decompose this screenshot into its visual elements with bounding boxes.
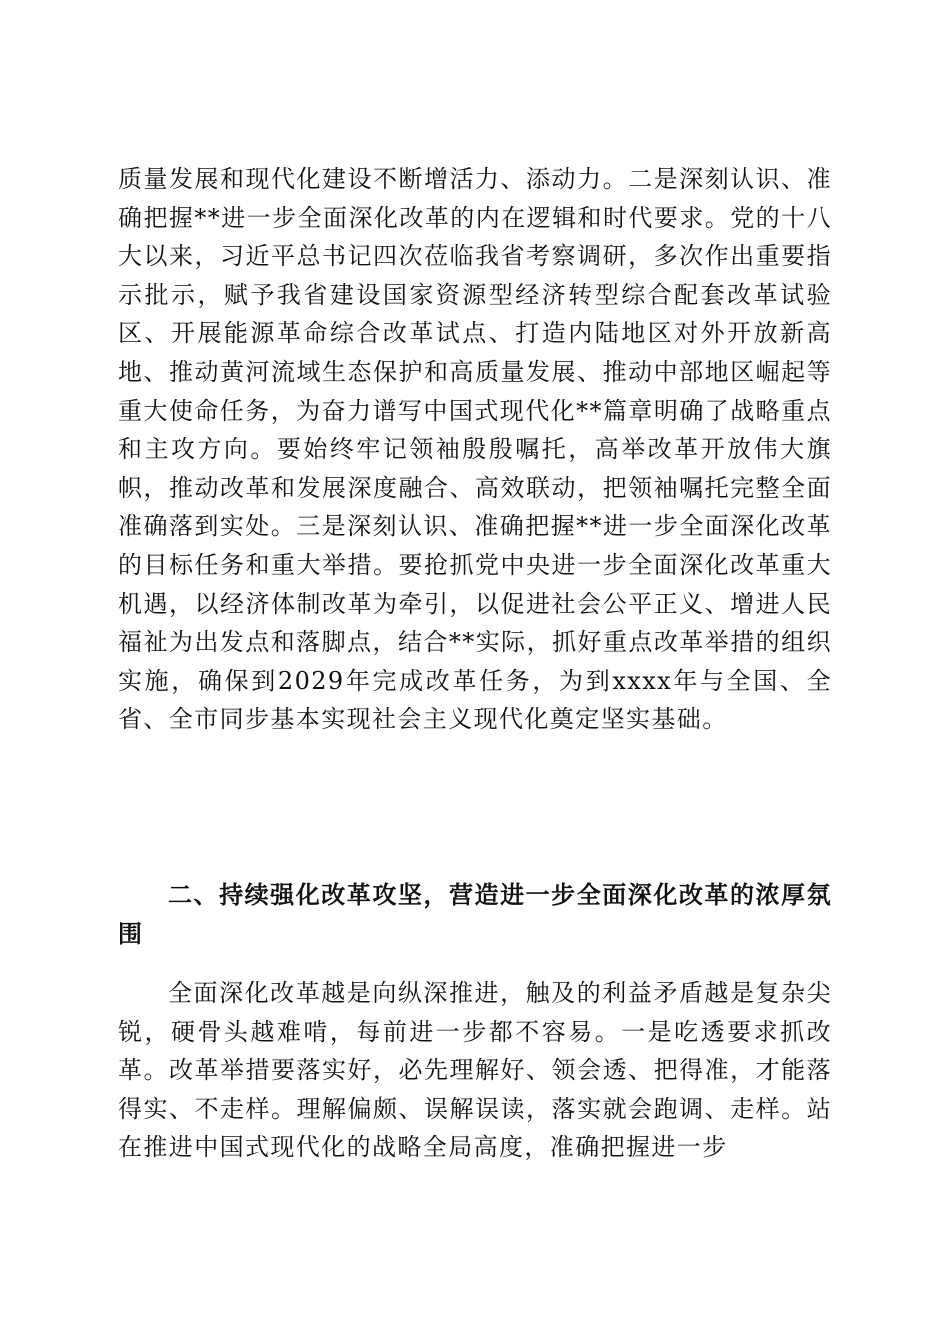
section-heading-2: 二、持续强化改革攻坚，营造进一步全面深化改革的浓厚氛围	[118, 881, 832, 948]
body-paragraph-2: 全面深化改革越是向纵深推进，触及的利益矛盾越是复杂尖锐，硬骨头越难啃，每前进一步都不容易。一是吃透要求抓改革。改革举措要落实好，必先理解好、领会透、把得准，才能落得实、不走样。理解偏颇、误解误读，落实就会跑调、走样。站在推进中国式现代化的战略全局高度，准确把握进一步	[118, 979, 832, 1162]
body-paragraph-1: 质量发展和现代化建设不断增活力、添动力。二是深刻认识、准确把握**进一步全面深化改革的内在逻辑和时代要求。党的十八大以来，习近平总书记四次莅临我省考察调研，多次作出重要指示批示，赋予我省建设国家资源型经济转型综合配套改革试验区、开展能源革命综合改革试点、打造内陆地区对外开放新高地、推动黄河流域生态保护和高质量发展、推动中部地区崛起等重大使命任务，为奋力谱写中国式现代化**篇章明确了战略重点和主攻方向。要始终牢记领袖殷殷嘱托，高举改革开放伟大旗帜，推动改革和发展深度融合、高效联动，把领袖嘱托完整全面准确落到实处。三是深刻认识、准确把握**进一步全面深化改革的目标任务和重大举措。要抢抓党中央进一步全面深化改革重大机遇，以经济体制改革为牵引，以促进社会公平正义、增进人民福祉为出发点和落脚点，结合**实际，抓好重点改革举措的组织实施，确保到2029年完成改革任务，为到xxxx年与全国、全省、全市同步基本实现社会主义现代化奠定坚实基础。	[118, 165, 832, 734]
